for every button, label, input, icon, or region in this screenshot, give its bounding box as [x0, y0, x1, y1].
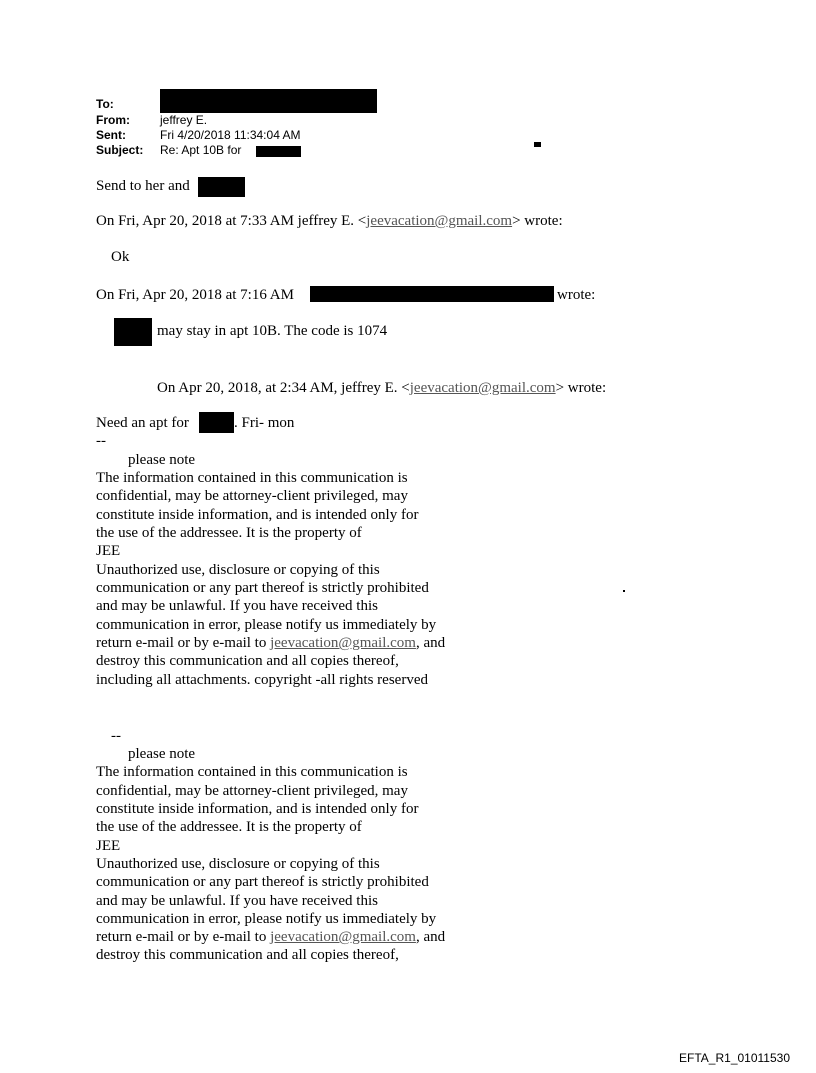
- sig2-text-4: JEE: [96, 838, 121, 854]
- sig2-destroy: [96, 946, 399, 964]
- quote-header-2: [96, 286, 294, 304]
- sig2-text-2: constitute inside information, and is intended only for: [96, 801, 419, 817]
- sig1-text-6: communication or any part thereof is strictly prohibited: [96, 580, 429, 596]
- sent-label: Sent:: [96, 128, 126, 142]
- reply-ok: [111, 248, 129, 266]
- quote1-email-link[interactable]: jeevacation@gmail.com: [366, 213, 513, 229]
- quote3-suffix: > wrote:: [555, 380, 607, 396]
- redaction-send: [198, 177, 245, 197]
- sig1-destroy-text: destroy this communication and all copies thereof,: [96, 653, 399, 669]
- from-value: jeffrey E.: [160, 113, 208, 127]
- sig1-return-prefix: return e-mail or by e-mail to: [96, 635, 271, 651]
- sig1-text-4: JEE: [96, 543, 121, 559]
- quote2-wrote: [557, 286, 595, 304]
- sig2-please-note-text: please note: [128, 746, 196, 762]
- sig1-line-4: [96, 542, 120, 560]
- quote1-suffix: > wrote:: [512, 213, 563, 229]
- stray-dot: [623, 590, 625, 592]
- sig1-attachments-text: including all attachments. copyright -all rights reserved: [96, 672, 428, 688]
- ok-text: Ok: [111, 249, 130, 265]
- redaction-mark: [534, 142, 541, 147]
- need-line-prefix: [96, 414, 189, 432]
- sig1-line-5: [96, 561, 380, 579]
- need-prefix: Need an apt for: [96, 415, 189, 431]
- redaction-to: [160, 89, 377, 113]
- sig1-dash: [96, 432, 106, 450]
- sig1-attachments: [96, 671, 428, 689]
- sig1-line-3: [96, 524, 362, 542]
- sig2-line-2: [96, 800, 418, 818]
- sig2-line-7: [96, 892, 378, 910]
- sig2-line-8: [96, 910, 436, 928]
- need-line-suffix: [234, 414, 294, 432]
- redaction-need: [199, 412, 234, 433]
- sig1-return-suffix: , and: [415, 635, 446, 651]
- subject-label: Subject:: [96, 143, 144, 157]
- sig1-text-7: and may be unlawful. If you have received this: [96, 598, 378, 614]
- sig2-dash-text: --: [111, 728, 121, 744]
- redaction-name: [114, 318, 152, 346]
- sig2-dash: [111, 727, 121, 745]
- sig2-text-1: confidential, may be attorney-client privileged, may: [96, 783, 408, 799]
- sig2-text-7: and may be unlawful. If you have received this: [96, 893, 378, 909]
- sig2-text-8: communication in error, please notify us immediately by: [96, 911, 437, 927]
- quote-header-1: [96, 212, 563, 230]
- sig1-text-1: confidential, may be attorney-client privileged, may: [96, 488, 408, 504]
- sig2-destroy-text: destroy this communication and all copies thereof,: [96, 947, 399, 963]
- sig1-text-2: constitute inside information, and is intended only for: [96, 507, 419, 523]
- sig1-text-5: Unauthorized use, disclosure or copying of this: [96, 562, 380, 578]
- document-id: EFTA_R1_01011530: [679, 1051, 790, 1065]
- sig2-text-6: communication or any part thereof is strictly prohibited: [96, 874, 429, 890]
- sig1-text-3: the use of the addressee. It is the property of: [96, 525, 362, 541]
- sig2-line-6: [96, 873, 429, 891]
- sig2-text-0: The information contained in this communication is: [96, 764, 408, 780]
- quote-header-3: [157, 379, 606, 397]
- sig2-email-link[interactable]: jeevacation@gmail.com: [270, 929, 416, 945]
- sig2-line-3: [96, 818, 362, 836]
- sig1-line-6: [96, 579, 429, 597]
- sig2-text-5: Unauthorized use, disclosure or copying of this: [96, 856, 380, 872]
- sig1-line-8: [96, 616, 436, 634]
- sig1-email-link[interactable]: jeevacation@gmail.com: [270, 635, 416, 651]
- sig1-line-7: [96, 597, 378, 615]
- body-line-send: [96, 177, 190, 195]
- send-text: Send to her and: [96, 178, 190, 194]
- quote2-prefix: On Fri, Apr 20, 2018 at 7:16 AM: [96, 287, 294, 303]
- subject-value: Re: Apt 10B for: [160, 143, 242, 157]
- sig2-line-1: [96, 782, 408, 800]
- sig2-return-line: [96, 928, 445, 946]
- need-suffix: . Fri- mon: [234, 415, 295, 431]
- sig1-please-note-text: please note: [128, 452, 196, 468]
- sig2-line-5: [96, 855, 380, 873]
- quote1-prefix: On Fri, Apr 20, 2018 at 7:33 AM jeffrey E. <: [96, 213, 367, 229]
- sig2-please-note: [128, 745, 195, 763]
- sig2-return-suffix: , and: [415, 929, 446, 945]
- sig1-return-line: [96, 634, 445, 652]
- sig1-please-note: [128, 451, 195, 469]
- sig2-return-prefix: return e-mail or by e-mail to: [96, 929, 271, 945]
- apt-line: [157, 322, 387, 340]
- to-label: To:: [96, 97, 114, 111]
- quote3-prefix: On Apr 20, 2018, at 2:34 AM, jeffrey E. <: [157, 380, 410, 396]
- sent-value: Fri 4/20/2018 11:34:04 AM: [160, 128, 301, 142]
- sig2-line-4: [96, 837, 120, 855]
- sig1-destroy: [96, 652, 399, 670]
- redaction-subject: [256, 146, 301, 157]
- sig1-text-8: communication in error, please notify us immediately by: [96, 617, 437, 633]
- quote2-suffix: wrote:: [557, 287, 596, 303]
- sig1-line-0: [96, 469, 408, 487]
- sig1-text-0: The information contained in this communication is: [96, 470, 408, 486]
- sig1-dash-text: --: [96, 433, 106, 449]
- redaction-sender: [310, 286, 554, 302]
- sig1-line-1: [96, 487, 408, 505]
- from-label: From:: [96, 113, 130, 127]
- apt-text: may stay in apt 10B. The code is 1074: [157, 323, 388, 339]
- sig2-text-3: the use of the addressee. It is the property of: [96, 819, 362, 835]
- quote3-email-link[interactable]: jeevacation@gmail.com: [409, 380, 556, 396]
- sig1-line-2: [96, 506, 418, 524]
- sig2-line-0: [96, 763, 408, 781]
